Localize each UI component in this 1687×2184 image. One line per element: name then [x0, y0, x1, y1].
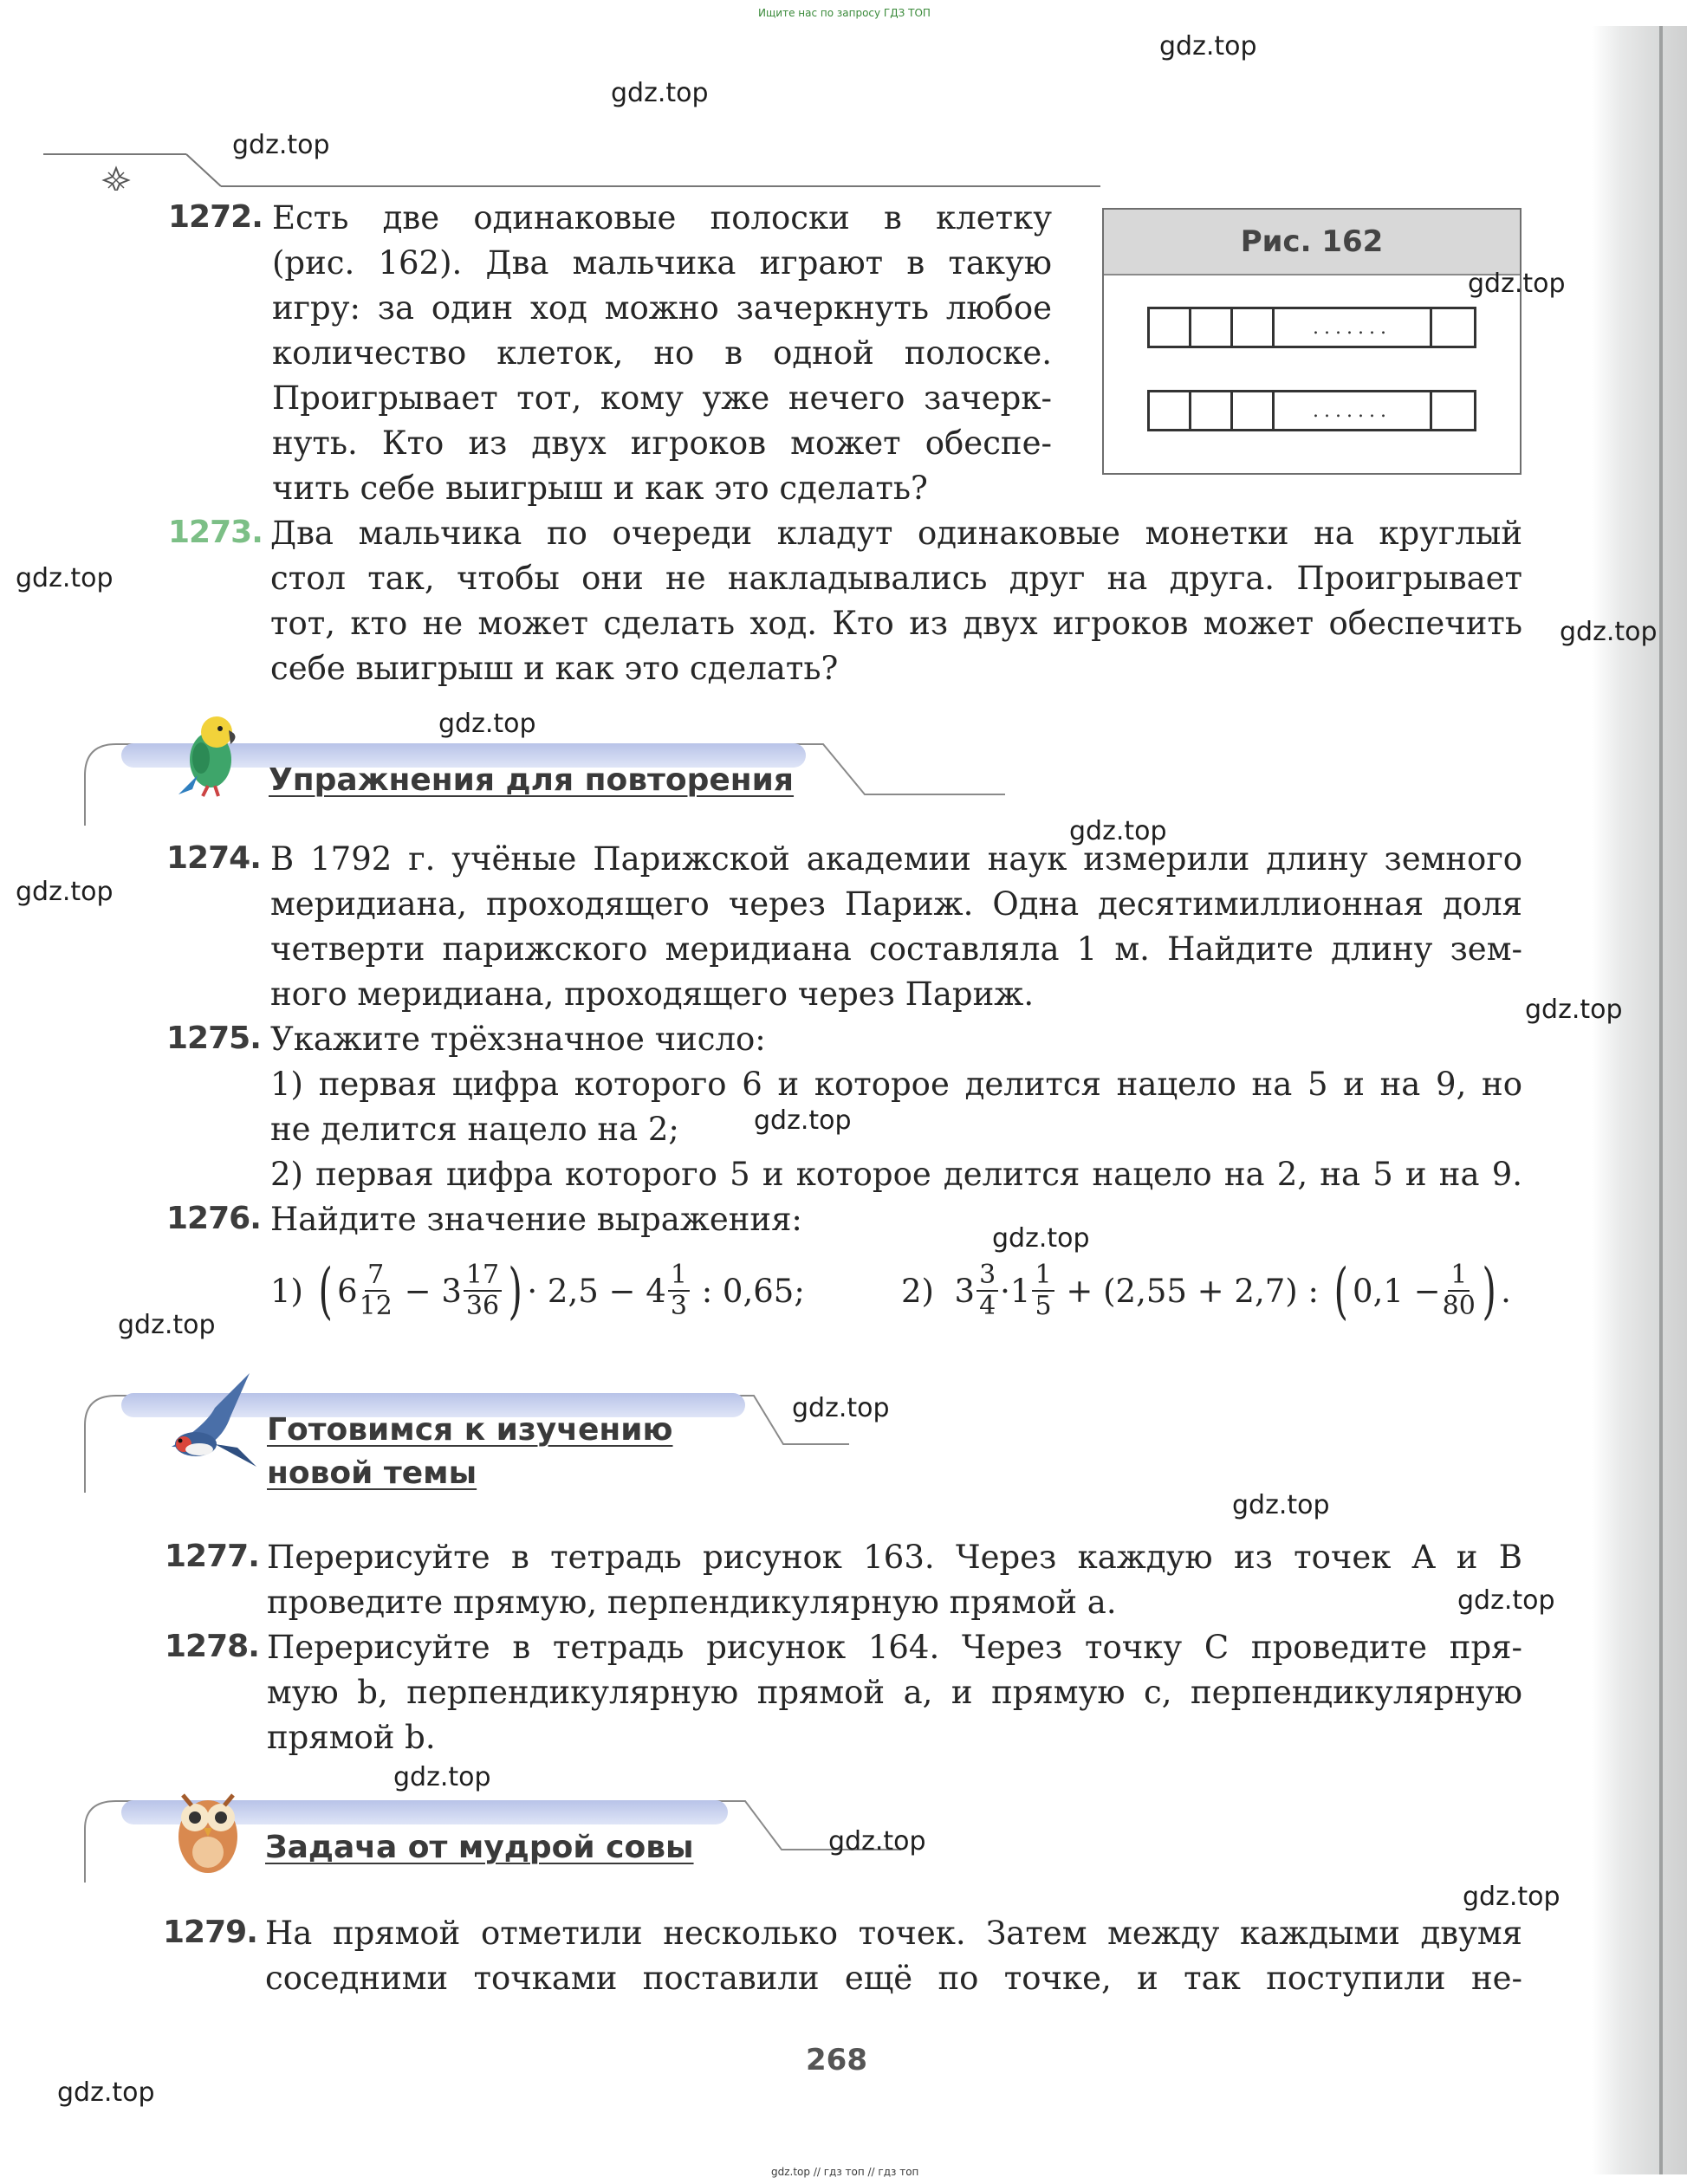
- expr-2-inner: 0,1 −: [1353, 1272, 1441, 1310]
- expr-1-frac-b: $\frac{17}{36}$: [464, 1260, 502, 1321]
- footer-note: gdz.top // гдз топ // гдз топ: [771, 2166, 919, 2178]
- owl-icon: [160, 1776, 256, 1880]
- watermark: gdz.top: [16, 877, 114, 907]
- expr-2-frac-b: $\frac{1}{5}$: [1032, 1260, 1054, 1321]
- expr-2-end: .: [1501, 1272, 1511, 1310]
- header-note: Ищите нас по запросу ГДЗ ТОП: [758, 7, 931, 19]
- figure-caption: Рис. 162: [1104, 210, 1520, 275]
- problem-number-1273: 1273.: [168, 515, 263, 550]
- problem-number-1272: 1272.: [168, 199, 263, 235]
- star-icon: [104, 168, 128, 191]
- problem-1276-intro: Найдите значение выражения:: [270, 1201, 802, 1238]
- problem-number-1278: 1278.: [165, 1629, 259, 1664]
- grid-strip-1: [1147, 307, 1476, 348]
- page-edge-line: [1659, 26, 1663, 2174]
- watermark: gdz.top: [1232, 1490, 1330, 1520]
- problem-number-1277: 1277.: [165, 1539, 259, 1574]
- watermark: gdz.top: [57, 2077, 155, 2108]
- problem-1272-line-7: чить себе выигрыш и как это сделать?: [272, 470, 928, 507]
- problem-1275-line-2: 1) первая цифра которого 6 и которое делится нацело на 5 и на 9, но: [270, 1066, 1522, 1103]
- problem-1273-line-2: стол так, чтобы они не накладывались друг на друга. Проигрывает: [270, 560, 1522, 597]
- problem-number-1276: 1276.: [166, 1201, 261, 1236]
- problem-1278-line-1: Перерисуйте в тетрадь рисунок 164. Через точку C проведите пря-: [267, 1629, 1522, 1666]
- problem-1274-line-4: ного меридиана, проходящего через Париж.: [270, 975, 1035, 1013]
- grid-strip-2: [1147, 390, 1476, 431]
- problem-1274-line-2: меридиана, проходящего через Париж. Одна десятимиллионная доля: [270, 885, 1522, 923]
- problem-1272-line-4: количество клеток, но в одной полоске.: [272, 334, 1052, 372]
- expr-1-minus: −: [404, 1272, 431, 1310]
- swallow-icon: [154, 1364, 267, 1477]
- expr-1-frac-c: $\frac{1}{3}$: [668, 1260, 690, 1321]
- problem-1273-line-1: Два мальчика по очереди кладут одинаковые монетки на круглый: [270, 515, 1522, 552]
- watermark: gdz.top: [611, 78, 709, 108]
- watermark: gdz.top: [1457, 1585, 1555, 1616]
- problem-1279-line-2: соседними точками поставили ещё по точке, и так поступили не-: [265, 1960, 1522, 1997]
- problem-number-1279: 1279.: [163, 1915, 257, 1950]
- problem-1279-line-1: На прямой отметили несколько точек. Затем между каждыми двумя: [265, 1915, 1522, 1952]
- expr-2-frac-c: $\frac{1}{80}$: [1442, 1260, 1476, 1321]
- hard-task-marker: [43, 139, 1100, 191]
- watermark: gdz.top: [1560, 617, 1658, 647]
- expr-1-label: 1): [270, 1272, 303, 1310]
- strip-2-dots: .......: [1275, 392, 1432, 429]
- expr-1-c-whole: 4: [646, 1272, 666, 1310]
- watermark: gdz.top: [393, 1762, 491, 1792]
- problem-1275-line-1: Укажите трёхзначное число:: [270, 1021, 766, 1058]
- watermark: gdz.top: [828, 1826, 926, 1857]
- problem-1275-line-3: не делится нацело на 2;: [270, 1111, 679, 1148]
- expr-1-a-whole: 6: [337, 1272, 358, 1310]
- expression-1: 1) ( 6 $\frac{7}{12}$ − 3 $\frac{17}{36}$ ) · 2,5 − 4 $\frac{1}{3}$ : 0,65;: [270, 1255, 805, 1326]
- watermark: gdz.top: [992, 1223, 1090, 1254]
- problem-1272-line-5: Проигрывает тот, кому уже нечего зачерк-: [272, 379, 1052, 417]
- section-title-repeat: Упражнения для повторения: [269, 762, 795, 798]
- section-title-prepare-1: Готовимся к изучению: [267, 1412, 673, 1448]
- watermark: gdz.top: [16, 563, 114, 593]
- watermark: gdz.top: [1069, 816, 1167, 846]
- expr-2-frac-a: $\frac{3}{4}$: [977, 1260, 998, 1321]
- watermark: gdz.top: [1159, 31, 1257, 62]
- watermark: gdz.top: [754, 1105, 852, 1136]
- problem-1275-line-4: 2) первая цифра которого 5 и которое делится нацело на 2, на 5 и на 9.: [270, 1156, 1522, 1193]
- problem-1272-line-6: нуть. Кто из двух игроков может обеспе-: [272, 424, 1052, 462]
- expr-1-frac-a: $\frac{7}{12}$: [359, 1260, 393, 1321]
- problem-1278-line-3: прямой b.: [267, 1719, 436, 1756]
- problem-1273-line-4: себе выигрыш и как это сделать?: [270, 650, 839, 687]
- problem-1274-line-1: В 1792 г. учёные Парижской академии наук измерили длину земного: [270, 840, 1522, 878]
- section-title-owl: Задача от мудрой совы: [265, 1830, 694, 1865]
- page-edge-shadow: [1592, 26, 1687, 2174]
- watermark: gdz.top: [438, 709, 536, 739]
- problem-1272-line-1: Есть две одинаковые полоски в клетку: [272, 199, 1052, 237]
- expr-2-a-whole: 3: [954, 1272, 976, 1310]
- watermark: gdz.top: [1468, 269, 1566, 299]
- expr-1-times: · 2,5 −: [527, 1272, 636, 1310]
- page-number: 268: [806, 2043, 867, 2077]
- problem-1273-line-3: тот, кто не может сделать ход. Кто из двух игроков может обеспечить: [270, 605, 1522, 642]
- problem-1277-line-1: Перерисуйте в тетрадь рисунок 163. Через каждую из точек A и B: [267, 1539, 1522, 1576]
- problem-1274-line-3: четверти парижского меридиана составляла 1 м. Найдите длину зем-: [270, 930, 1522, 968]
- problem-1272-line-3: игру: за один ход можно зачеркнуть любое: [272, 289, 1052, 327]
- figure-162: [1102, 208, 1522, 475]
- expression-2: 2) 3 $\frac{3}{4}$ · 1 $\frac{1}{5}$ + (2,55 + 2,7) : ( 0,1 − $\frac{1}{80}$ ) .: [901, 1255, 1511, 1326]
- problem-1277-line-2: проведите прямую, перпендикулярную прямой a.: [267, 1584, 1117, 1621]
- parrot-icon: [163, 706, 258, 801]
- problem-number-1274: 1274.: [166, 840, 261, 876]
- expr-2-b-whole: 1: [1009, 1272, 1031, 1310]
- problem-1278-line-2: мую b, перпендикулярную прямой a, и прямую c, перпендикулярную: [267, 1674, 1522, 1711]
- problem-number-1275: 1275.: [166, 1021, 261, 1056]
- watermark: gdz.top: [792, 1393, 890, 1423]
- strip-1-dots: .......: [1275, 309, 1432, 346]
- expr-2-mid: + (2,55 + 2,7) :: [1066, 1272, 1319, 1310]
- watermark: gdz.top: [1463, 1882, 1560, 1912]
- watermark: gdz.top: [118, 1310, 216, 1340]
- expr-1-b-whole: 3: [441, 1272, 462, 1310]
- expr-2-dot: ·: [1000, 1272, 1010, 1310]
- expr-2-label: 2): [901, 1272, 934, 1310]
- expr-1-tail: : 0,65;: [701, 1272, 805, 1310]
- watermark: gdz.top: [232, 130, 330, 160]
- watermark: gdz.top: [1525, 995, 1623, 1025]
- problem-1272-line-2: (рис. 162). Два мальчика играют в такую: [272, 244, 1052, 282]
- section-title-prepare-2: новой темы: [267, 1455, 477, 1491]
